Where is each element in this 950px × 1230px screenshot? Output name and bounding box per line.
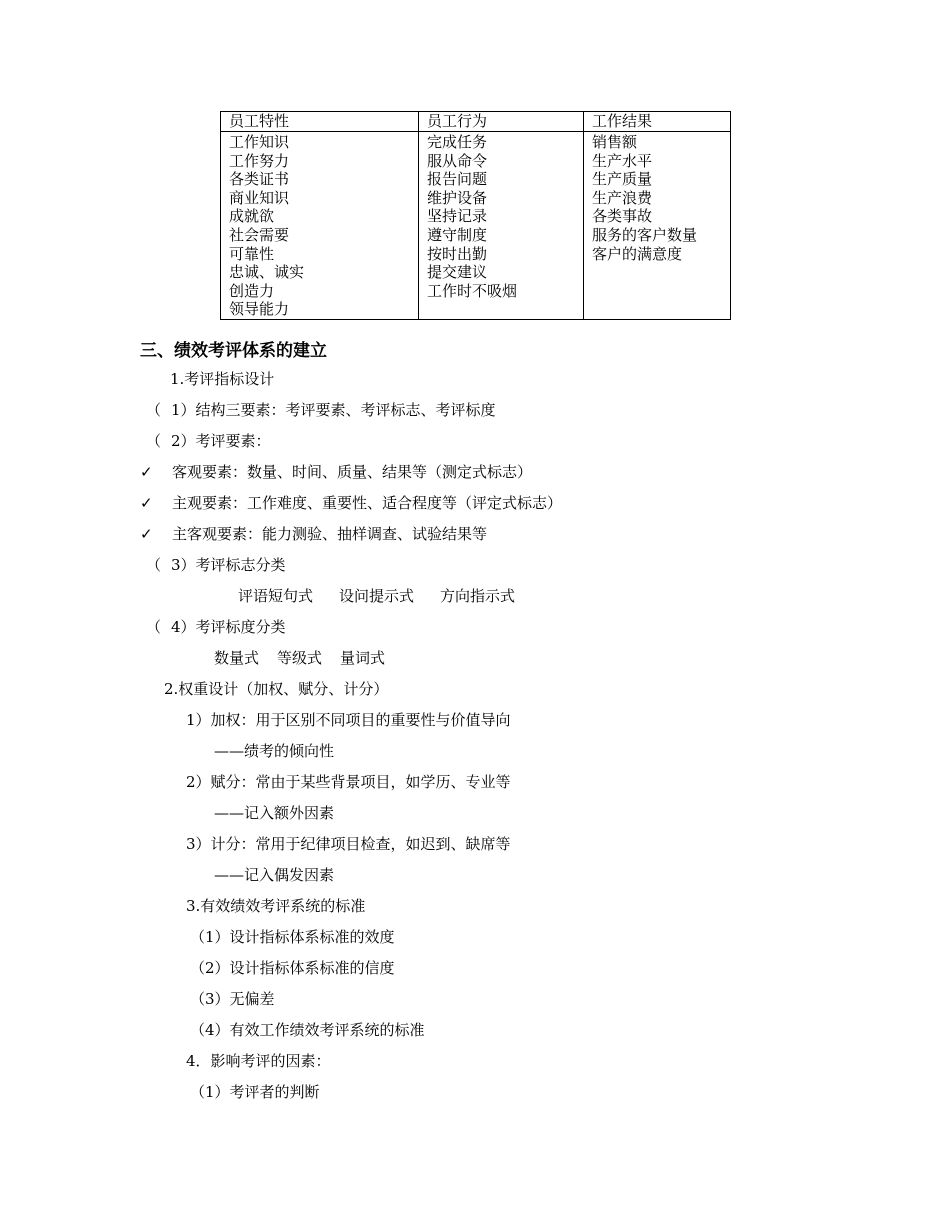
list-item: 提交建议 bbox=[427, 263, 488, 282]
results-cell bbox=[584, 132, 731, 320]
list-item: （1）设计指标体系标准的效度 bbox=[190, 928, 395, 946]
checkmark-icon: ✓ bbox=[140, 525, 153, 543]
table-header-row bbox=[221, 112, 731, 132]
list-item-text: 2）考评要素： bbox=[171, 432, 271, 450]
list-item: 忠诚、诚实 bbox=[229, 263, 305, 282]
scale-type: 量词式 bbox=[340, 649, 386, 667]
list-item: 遵守制度 bbox=[427, 225, 488, 244]
list-item: 社会需要 bbox=[229, 225, 290, 244]
marker-types bbox=[238, 586, 541, 606]
table-row bbox=[221, 132, 731, 320]
open-paren: （ bbox=[146, 432, 162, 450]
checklist-item bbox=[140, 462, 532, 482]
list-item: 维护设备 bbox=[427, 188, 488, 207]
list-item: 创造力 bbox=[229, 281, 275, 300]
traits-cell bbox=[221, 132, 419, 320]
header-work-results: 工作结果 bbox=[584, 112, 731, 132]
behaviors-cell bbox=[419, 132, 584, 320]
list-item: 销售额 bbox=[592, 133, 638, 151]
checkmark-icon: ✓ bbox=[140, 494, 153, 512]
list-item: 工作努力 bbox=[229, 151, 290, 170]
scale-type: 等级式 bbox=[277, 649, 323, 667]
list-item: （1）考评者的判断 bbox=[190, 1083, 320, 1101]
open-paren: （ bbox=[146, 556, 162, 574]
list-item: 完成任务 bbox=[427, 133, 488, 151]
section-title: 三、绩效考评体系的建立 bbox=[140, 341, 327, 361]
list-item: （3）无偏差 bbox=[190, 990, 275, 1008]
scale-type: 数量式 bbox=[214, 649, 260, 667]
marker-type: 方向指示式 bbox=[440, 587, 516, 605]
list-item: 客户的满意度 bbox=[592, 244, 683, 263]
list-item: 商业知识 bbox=[229, 188, 290, 207]
open-paren: （ bbox=[146, 618, 162, 636]
list-item bbox=[146, 555, 286, 575]
list-item-text: 主客观要素：能力测验、抽样调查、试验结果等 bbox=[172, 525, 488, 543]
scale-types bbox=[214, 648, 411, 668]
subsection-influencing-factors: 4．影响考评的因素： bbox=[186, 1052, 331, 1070]
list-item-text: 客观要素：数量、时间、质量、结果等（测定式标志） bbox=[172, 463, 533, 481]
checklist-item bbox=[140, 493, 562, 513]
list-item: 各类证书 bbox=[229, 170, 290, 189]
list-item: 生产浪费 bbox=[592, 188, 653, 207]
list-item: （4）有效工作绩效考评系统的标准 bbox=[190, 1021, 425, 1039]
list-item bbox=[146, 431, 271, 451]
attributes-table bbox=[220, 111, 731, 320]
subsection-indicator-design: 1.考评指标设计 bbox=[170, 370, 275, 388]
subsection-effective-standards: 3.有效绩效考评系统的标准 bbox=[186, 897, 366, 915]
list-item: 生产质量 bbox=[592, 170, 653, 189]
list-item-note: ——记入额外因素 bbox=[214, 804, 335, 822]
list-item bbox=[146, 617, 286, 637]
list-item: 成就欲 bbox=[229, 207, 275, 226]
list-item: 1）加权：用于区别不同项目的重要性与价值导向 bbox=[186, 711, 511, 729]
subsection-weight-design: 2.权重设计（加权、赋分、计分） bbox=[164, 680, 389, 698]
list-item: 工作知识 bbox=[229, 133, 290, 151]
list-item: 坚持记录 bbox=[427, 207, 488, 226]
list-item bbox=[146, 400, 496, 420]
open-paren: （ bbox=[146, 401, 162, 419]
list-item: 按时出勤 bbox=[427, 244, 488, 263]
list-item-text: 1）结构三要素：考评要素、考评标志、考评标度 bbox=[171, 401, 496, 419]
list-item: 3）计分：常用于纪律项目检查，如迟到、缺席等 bbox=[186, 835, 511, 853]
list-item: 可靠性 bbox=[229, 244, 275, 263]
list-item: 报告问题 bbox=[427, 170, 488, 189]
list-item: 服从命令 bbox=[427, 151, 488, 170]
list-item: 领导能力 bbox=[229, 300, 290, 319]
list-item: （2）设计指标体系标准的信度 bbox=[190, 959, 395, 977]
list-item: 各类事故 bbox=[592, 207, 653, 226]
header-employee-traits: 员工特性 bbox=[221, 112, 419, 132]
marker-type: 评语短句式 bbox=[238, 587, 314, 605]
list-item-text: 主观要素：工作难度、重要性、适合程度等（评定式标志） bbox=[172, 494, 563, 512]
checkmark-icon: ✓ bbox=[140, 463, 153, 481]
list-item: 2）赋分：常由于某些背景项目，如学历、专业等 bbox=[186, 773, 511, 791]
list-item: 工作时不吸烟 bbox=[427, 281, 518, 300]
checklist-item bbox=[140, 524, 487, 544]
list-item: 服务的客户数量 bbox=[592, 225, 698, 244]
list-item-text: 3）考评标志分类 bbox=[171, 556, 286, 574]
list-item-text: 4）考评标度分类 bbox=[171, 618, 286, 636]
marker-type: 设问提示式 bbox=[339, 587, 415, 605]
list-item-note: ——记入偶发因素 bbox=[214, 866, 335, 884]
list-item: 生产水平 bbox=[592, 151, 653, 170]
header-employee-behaviors: 员工行为 bbox=[419, 112, 584, 132]
list-item-note: ——绩考的倾向性 bbox=[214, 742, 335, 760]
